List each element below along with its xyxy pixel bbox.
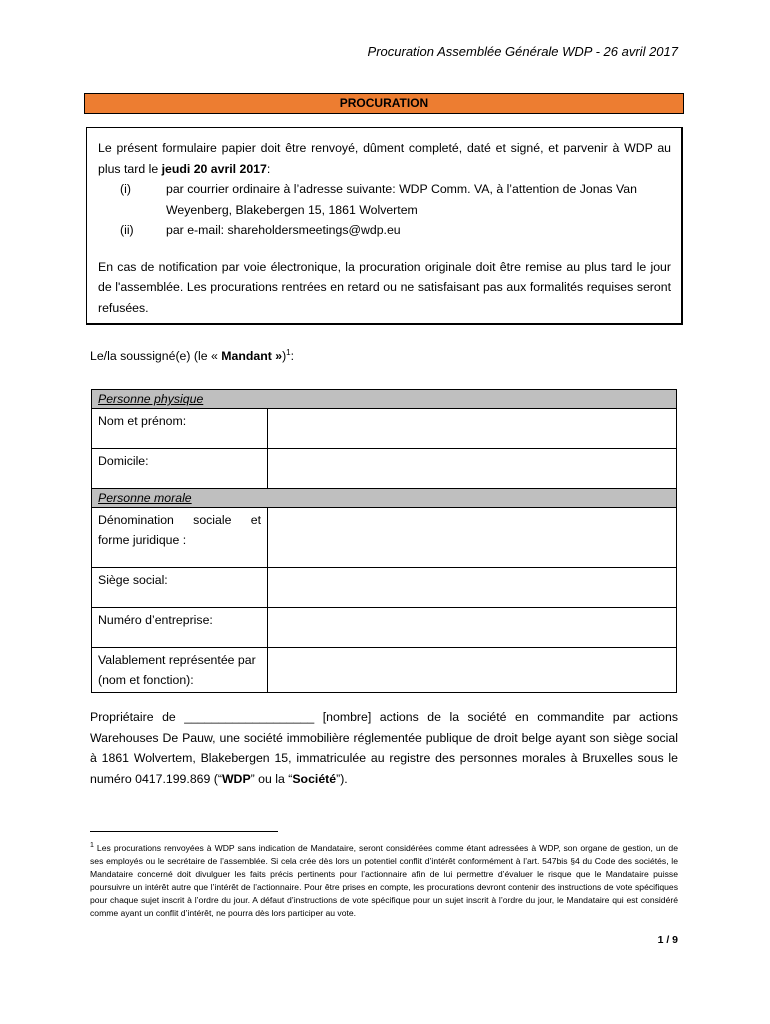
notice-intro <box>98 138 671 179</box>
name-field[interactable] <box>268 409 677 449</box>
notice-item <box>98 179 671 220</box>
notice-item <box>98 220 671 241</box>
page-header: Procuration Assemblée Générale WDP - 26 avril 2017 <box>367 44 678 59</box>
owner-mid: ” ou la “ <box>250 771 293 786</box>
notice-item-text: par e-mail: shareholdersmeetings@wdp.eu <box>166 223 401 237</box>
notice-item-number: (ii) <box>120 223 134 237</box>
notice-intro-text: Le présent formulaire papier doit être renvoyé, dûment completé, daté et signé, et parvenir à WDP au plus tard le <box>98 141 671 176</box>
represented-field[interactable] <box>268 648 677 693</box>
document-title: PROCURATION <box>84 93 684 114</box>
seat-field[interactable] <box>268 568 677 608</box>
notice-item-text: par courrier ordinaire à l’adresse suivante: WDP Comm. VA, à l’attention de Jonas Van Weyenberg, Blakebergen 15, 1861 Wolvertem <box>166 182 637 217</box>
denomination-field[interactable] <box>268 508 677 568</box>
section-personne-morale: Personne morale <box>92 489 677 508</box>
owner-wdp-term: WDP <box>221 771 251 786</box>
domicile-label: Domicile: <box>92 449 268 489</box>
company-number-field[interactable] <box>268 608 677 648</box>
owner-paragraph <box>90 707 678 789</box>
represented-label: Valablement représentée par (nom et fonction): <box>92 648 268 693</box>
name-label: Nom et prénom: <box>92 409 268 449</box>
domicile-field[interactable] <box>268 449 677 489</box>
notice-intro-colon: : <box>266 161 271 176</box>
company-number-label: Numéro d’entreprise: <box>92 608 268 648</box>
owner-societe-term: Société <box>292 771 337 786</box>
notice-deadline: jeudi 20 avril 2017 <box>161 161 267 176</box>
mandant-text: Le/la soussigné(e) (le « <box>90 349 222 364</box>
denomination-label: Dénomination sociale et forme juridique : <box>92 508 268 568</box>
seat-label: Siège social: <box>92 568 268 608</box>
footnote <box>90 839 678 920</box>
notice-box <box>86 127 683 325</box>
owner-end: ”). <box>336 771 348 786</box>
footnote-number: 1 <box>90 842 94 849</box>
footnote-separator <box>90 831 278 832</box>
mandant-term: Mandant » <box>221 349 283 364</box>
notice-paragraph: En cas de notification par voie électronique, la procuration originale doit être remise au plus tard le jour de l'assemblée. Les procurations rentrées en retard ou ne satisfaisant pas aux formalités requises seront refusées. <box>98 259 671 315</box>
mandant-colon: : <box>290 349 295 364</box>
footnote-text: Les procurations renvoyées à WDP sans indication de Mandataire, seront considérées comme étant adressées à WDP, son organe de gestion, un de ses employés ou le secrétaire de l’assemblée. Si cela crée dès lors un potentiel conflit d’intérêt conformément à l’art. 547bis §4 du Code des sociétés, le Mandataire concerné doit divulguer les faits précis pertinents pour l’actionnaire afin de lui permettre d’évaluer le risque que le Mandataire puisse poursuivre un intérêt autre que l’intérêt de l’actionnaire. Pour être prises en compte, les procurations devront contenir des instructions de vote spécifiques pour chaque sujet inscrit à l’ordre du jour. A défaut d’instructions de vote spécifique pour un sujet inscrit à l’ordre du jour, le Mandataire qui est considéré comme ayant un conflit d’intérêt, ne pourra dès lors participer au vote. <box>90 842 678 919</box>
mandant-line <box>90 348 294 363</box>
mandant-form-table <box>91 389 677 693</box>
footnote-ref: 1 <box>286 348 291 357</box>
section-personne-physique: Personne physique <box>92 390 677 409</box>
page-number: 1 / 9 <box>657 934 678 946</box>
notice-item-number: (i) <box>120 182 131 196</box>
mandant-close: ) <box>282 349 287 364</box>
owner-text: Propriétaire de ___________________ [nombre] actions de la société en commandite par actions Warehouses De Pauw, une société immobilière réglementée publique de droit belge ayant son siège social à 1861 Wolvertem, Blakebergen 15, immatriculée au registre des personnes morales à Bruxelles sous le numéro 0417.199.869 (“ <box>90 710 678 786</box>
